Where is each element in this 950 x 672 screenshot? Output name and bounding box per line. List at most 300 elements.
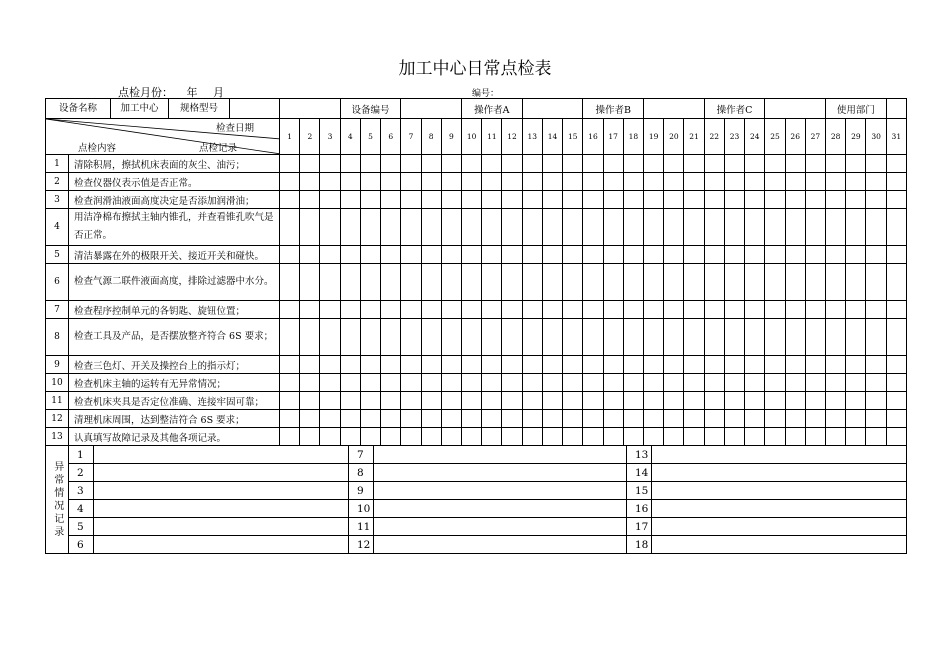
check-cell[interactable] (704, 173, 724, 191)
check-cell[interactable] (360, 173, 380, 191)
check-cell[interactable] (300, 319, 320, 356)
check-cell[interactable] (603, 392, 623, 410)
check-cell[interactable] (280, 392, 300, 410)
check-cell[interactable] (462, 374, 482, 392)
check-cell[interactable] (320, 209, 340, 246)
check-cell[interactable] (826, 374, 846, 392)
check-cell[interactable] (623, 246, 643, 264)
check-cell[interactable] (886, 392, 906, 410)
check-cell[interactable] (583, 410, 603, 428)
check-cell[interactable] (644, 374, 664, 392)
check-cell[interactable] (542, 319, 562, 356)
check-cell[interactable] (826, 246, 846, 264)
check-cell[interactable] (724, 319, 744, 356)
check-cell[interactable] (563, 155, 583, 173)
check-cell[interactable] (846, 246, 866, 264)
check-cell[interactable] (563, 410, 583, 428)
check-cell[interactable] (765, 392, 785, 410)
check-cell[interactable] (644, 246, 664, 264)
check-cell[interactable] (502, 264, 522, 301)
check-cell[interactable] (603, 428, 623, 446)
check-cell[interactable] (401, 356, 421, 374)
check-cell[interactable] (482, 246, 502, 264)
check-cell[interactable] (704, 209, 724, 246)
check-cell[interactable] (704, 155, 724, 173)
check-cell[interactable] (300, 428, 320, 446)
check-cell[interactable] (401, 173, 421, 191)
check-cell[interactable] (765, 428, 785, 446)
check-cell[interactable] (421, 301, 441, 319)
check-cell[interactable] (623, 319, 643, 356)
check-cell[interactable] (542, 246, 562, 264)
check-cell[interactable] (866, 428, 886, 446)
check-cell[interactable] (482, 264, 502, 301)
check-cell[interactable] (664, 374, 684, 392)
check-cell[interactable] (300, 301, 320, 319)
check-cell[interactable] (603, 246, 623, 264)
operator-b-value[interactable] (644, 99, 705, 119)
check-cell[interactable] (401, 264, 421, 301)
check-cell[interactable] (563, 209, 583, 246)
check-cell[interactable] (502, 209, 522, 246)
check-cell[interactable] (462, 410, 482, 428)
check-cell[interactable] (502, 173, 522, 191)
check-cell[interactable] (542, 374, 562, 392)
check-cell[interactable] (704, 392, 724, 410)
abnormal-entry[interactable] (94, 536, 349, 554)
check-cell[interactable] (623, 374, 643, 392)
check-cell[interactable] (360, 209, 380, 246)
check-cell[interactable] (846, 392, 866, 410)
check-cell[interactable] (623, 191, 643, 209)
check-cell[interactable] (583, 155, 603, 173)
check-cell[interactable] (360, 428, 380, 446)
check-cell[interactable] (300, 392, 320, 410)
abnormal-entry[interactable] (94, 446, 349, 464)
check-cell[interactable] (583, 428, 603, 446)
check-cell[interactable] (785, 264, 805, 301)
check-cell[interactable] (300, 374, 320, 392)
check-cell[interactable] (623, 209, 643, 246)
check-cell[interactable] (522, 155, 542, 173)
check-cell[interactable] (401, 392, 421, 410)
check-cell[interactable] (583, 374, 603, 392)
check-cell[interactable] (664, 264, 684, 301)
abnormal-entry[interactable] (94, 518, 349, 536)
check-cell[interactable] (563, 428, 583, 446)
check-cell[interactable] (381, 209, 401, 246)
abnormal-entry[interactable] (94, 482, 349, 500)
check-cell[interactable] (563, 392, 583, 410)
check-cell[interactable] (826, 356, 846, 374)
check-cell[interactable] (421, 264, 441, 301)
check-cell[interactable] (644, 264, 664, 301)
abnormal-entry[interactable] (374, 500, 627, 518)
check-cell[interactable] (603, 264, 623, 301)
operator-a-value[interactable] (522, 99, 583, 119)
abnormal-entry[interactable] (652, 464, 907, 482)
check-cell[interactable] (482, 319, 502, 356)
check-cell[interactable] (724, 356, 744, 374)
check-cell[interactable] (745, 356, 765, 374)
check-cell[interactable] (684, 356, 704, 374)
check-cell[interactable] (684, 374, 704, 392)
check-cell[interactable] (805, 173, 825, 191)
check-cell[interactable] (401, 319, 421, 356)
check-cell[interactable] (603, 191, 623, 209)
check-cell[interactable] (381, 319, 401, 356)
check-cell[interactable] (300, 173, 320, 191)
check-cell[interactable] (664, 246, 684, 264)
check-cell[interactable] (340, 264, 360, 301)
check-cell[interactable] (805, 356, 825, 374)
check-cell[interactable] (502, 356, 522, 374)
check-cell[interactable] (724, 173, 744, 191)
check-cell[interactable] (805, 246, 825, 264)
check-cell[interactable] (340, 173, 360, 191)
check-cell[interactable] (542, 392, 562, 410)
check-cell[interactable] (482, 209, 502, 246)
check-cell[interactable] (704, 410, 724, 428)
check-cell[interactable] (724, 264, 744, 301)
check-cell[interactable] (381, 301, 401, 319)
check-cell[interactable] (644, 410, 664, 428)
check-cell[interactable] (826, 191, 846, 209)
check-cell[interactable] (846, 374, 866, 392)
check-cell[interactable] (603, 319, 623, 356)
check-cell[interactable] (745, 173, 765, 191)
check-cell[interactable] (886, 173, 906, 191)
check-cell[interactable] (866, 374, 886, 392)
check-cell[interactable] (482, 155, 502, 173)
check-cell[interactable] (441, 264, 461, 301)
check-cell[interactable] (644, 191, 664, 209)
check-cell[interactable] (603, 301, 623, 319)
abnormal-entry[interactable] (652, 536, 907, 554)
check-cell[interactable] (522, 209, 542, 246)
check-cell[interactable] (765, 155, 785, 173)
check-cell[interactable] (866, 191, 886, 209)
check-cell[interactable] (704, 319, 724, 356)
check-cell[interactable] (542, 209, 562, 246)
check-cell[interactable] (765, 209, 785, 246)
check-cell[interactable] (542, 301, 562, 319)
check-cell[interactable] (826, 392, 846, 410)
check-cell[interactable] (300, 191, 320, 209)
check-cell[interactable] (360, 155, 380, 173)
check-cell[interactable] (280, 264, 300, 301)
check-cell[interactable] (421, 155, 441, 173)
check-cell[interactable] (826, 264, 846, 301)
check-cell[interactable] (805, 410, 825, 428)
check-cell[interactable] (724, 374, 744, 392)
check-cell[interactable] (360, 191, 380, 209)
check-cell[interactable] (805, 428, 825, 446)
check-cell[interactable] (462, 155, 482, 173)
check-cell[interactable] (866, 246, 886, 264)
check-cell[interactable] (866, 173, 886, 191)
abnormal-entry[interactable] (652, 500, 907, 518)
check-cell[interactable] (320, 410, 340, 428)
check-cell[interactable] (745, 155, 765, 173)
check-cell[interactable] (421, 246, 441, 264)
check-cell[interactable] (846, 173, 866, 191)
check-cell[interactable] (765, 319, 785, 356)
check-cell[interactable] (886, 155, 906, 173)
check-cell[interactable] (583, 173, 603, 191)
check-cell[interactable] (401, 301, 421, 319)
check-cell[interactable] (542, 264, 562, 301)
check-cell[interactable] (785, 209, 805, 246)
check-cell[interactable] (684, 428, 704, 446)
check-cell[interactable] (462, 191, 482, 209)
check-cell[interactable] (745, 209, 765, 246)
check-cell[interactable] (300, 356, 320, 374)
check-cell[interactable] (360, 246, 380, 264)
check-cell[interactable] (623, 173, 643, 191)
check-cell[interactable] (724, 191, 744, 209)
check-cell[interactable] (745, 410, 765, 428)
check-cell[interactable] (886, 301, 906, 319)
check-cell[interactable] (340, 319, 360, 356)
check-cell[interactable] (300, 410, 320, 428)
check-cell[interactable] (441, 356, 461, 374)
check-cell[interactable] (603, 410, 623, 428)
check-cell[interactable] (886, 209, 906, 246)
check-cell[interactable] (401, 209, 421, 246)
check-cell[interactable] (522, 191, 542, 209)
check-cell[interactable] (886, 191, 906, 209)
check-cell[interactable] (401, 410, 421, 428)
check-cell[interactable] (805, 155, 825, 173)
check-cell[interactable] (360, 264, 380, 301)
check-cell[interactable] (846, 428, 866, 446)
abnormal-entry[interactable] (374, 482, 627, 500)
check-cell[interactable] (280, 428, 300, 446)
check-cell[interactable] (684, 392, 704, 410)
check-cell[interactable] (603, 356, 623, 374)
check-cell[interactable] (401, 374, 421, 392)
check-cell[interactable] (664, 191, 684, 209)
check-cell[interactable] (846, 264, 866, 301)
check-cell[interactable] (846, 209, 866, 246)
check-cell[interactable] (502, 319, 522, 356)
check-cell[interactable] (704, 264, 724, 301)
check-cell[interactable] (704, 191, 724, 209)
check-cell[interactable] (805, 392, 825, 410)
check-cell[interactable] (340, 155, 360, 173)
abnormal-entry[interactable] (374, 536, 627, 554)
check-cell[interactable] (502, 301, 522, 319)
check-cell[interactable] (805, 301, 825, 319)
model-blank[interactable] (280, 99, 341, 119)
check-cell[interactable] (805, 374, 825, 392)
check-cell[interactable] (866, 301, 886, 319)
check-cell[interactable] (542, 410, 562, 428)
check-cell[interactable] (866, 392, 886, 410)
check-cell[interactable] (280, 301, 300, 319)
check-cell[interactable] (785, 428, 805, 446)
abnormal-entry[interactable] (652, 482, 907, 500)
check-cell[interactable] (664, 209, 684, 246)
check-cell[interactable] (340, 374, 360, 392)
check-cell[interactable] (664, 155, 684, 173)
check-cell[interactable] (381, 264, 401, 301)
check-cell[interactable] (502, 392, 522, 410)
check-cell[interactable] (684, 410, 704, 428)
check-cell[interactable] (280, 319, 300, 356)
abnormal-entry[interactable] (94, 500, 349, 518)
check-cell[interactable] (563, 319, 583, 356)
check-cell[interactable] (846, 301, 866, 319)
check-cell[interactable] (401, 428, 421, 446)
check-cell[interactable] (684, 173, 704, 191)
check-cell[interactable] (805, 209, 825, 246)
check-cell[interactable] (886, 374, 906, 392)
check-cell[interactable] (664, 301, 684, 319)
check-cell[interactable] (502, 428, 522, 446)
check-cell[interactable] (765, 173, 785, 191)
check-cell[interactable] (765, 191, 785, 209)
check-cell[interactable] (280, 410, 300, 428)
check-cell[interactable] (462, 319, 482, 356)
check-cell[interactable] (704, 428, 724, 446)
check-cell[interactable] (441, 173, 461, 191)
check-cell[interactable] (846, 319, 866, 356)
check-cell[interactable] (623, 356, 643, 374)
check-cell[interactable] (704, 374, 724, 392)
check-cell[interactable] (724, 410, 744, 428)
check-cell[interactable] (724, 428, 744, 446)
check-cell[interactable] (280, 374, 300, 392)
check-cell[interactable] (340, 428, 360, 446)
check-cell[interactable] (441, 301, 461, 319)
check-cell[interactable] (866, 410, 886, 428)
check-cell[interactable] (320, 246, 340, 264)
check-cell[interactable] (320, 428, 340, 446)
check-cell[interactable] (360, 301, 380, 319)
check-cell[interactable] (583, 319, 603, 356)
check-cell[interactable] (866, 209, 886, 246)
check-cell[interactable] (340, 246, 360, 264)
check-cell[interactable] (280, 173, 300, 191)
check-cell[interactable] (704, 301, 724, 319)
check-cell[interactable] (522, 246, 542, 264)
check-cell[interactable] (826, 301, 846, 319)
check-cell[interactable] (522, 392, 542, 410)
check-cell[interactable] (745, 319, 765, 356)
check-cell[interactable] (886, 410, 906, 428)
check-cell[interactable] (684, 191, 704, 209)
check-cell[interactable] (381, 155, 401, 173)
check-cell[interactable] (664, 410, 684, 428)
check-cell[interactable] (826, 410, 846, 428)
check-cell[interactable] (745, 301, 765, 319)
check-cell[interactable] (320, 301, 340, 319)
check-cell[interactable] (360, 374, 380, 392)
check-cell[interactable] (886, 428, 906, 446)
check-cell[interactable] (826, 209, 846, 246)
check-cell[interactable] (542, 155, 562, 173)
check-cell[interactable] (785, 191, 805, 209)
check-cell[interactable] (502, 191, 522, 209)
check-cell[interactable] (421, 356, 441, 374)
check-cell[interactable] (320, 264, 340, 301)
check-cell[interactable] (644, 209, 664, 246)
check-cell[interactable] (785, 410, 805, 428)
check-cell[interactable] (644, 319, 664, 356)
check-cell[interactable] (563, 264, 583, 301)
check-cell[interactable] (563, 191, 583, 209)
check-cell[interactable] (644, 301, 664, 319)
check-cell[interactable] (765, 410, 785, 428)
check-cell[interactable] (441, 410, 461, 428)
check-cell[interactable] (563, 356, 583, 374)
check-cell[interactable] (482, 392, 502, 410)
check-cell[interactable] (826, 319, 846, 356)
check-cell[interactable] (502, 246, 522, 264)
check-cell[interactable] (563, 374, 583, 392)
check-cell[interactable] (462, 428, 482, 446)
check-cell[interactable] (785, 319, 805, 356)
check-cell[interactable] (583, 392, 603, 410)
check-cell[interactable] (765, 356, 785, 374)
check-cell[interactable] (522, 173, 542, 191)
check-cell[interactable] (441, 209, 461, 246)
equip-no-value[interactable] (401, 99, 462, 119)
check-cell[interactable] (623, 264, 643, 301)
check-cell[interactable] (542, 173, 562, 191)
check-cell[interactable] (603, 155, 623, 173)
check-cell[interactable] (644, 392, 664, 410)
check-cell[interactable] (502, 410, 522, 428)
check-cell[interactable] (644, 356, 664, 374)
check-cell[interactable] (664, 428, 684, 446)
abnormal-entry[interactable] (652, 518, 907, 536)
check-cell[interactable] (381, 356, 401, 374)
check-cell[interactable] (421, 410, 441, 428)
check-cell[interactable] (381, 428, 401, 446)
check-cell[interactable] (684, 209, 704, 246)
check-cell[interactable] (583, 356, 603, 374)
check-cell[interactable] (462, 356, 482, 374)
check-cell[interactable] (765, 246, 785, 264)
check-cell[interactable] (522, 301, 542, 319)
check-cell[interactable] (704, 356, 724, 374)
check-cell[interactable] (704, 246, 724, 264)
check-cell[interactable] (482, 173, 502, 191)
check-cell[interactable] (441, 392, 461, 410)
check-cell[interactable] (846, 155, 866, 173)
check-cell[interactable] (280, 191, 300, 209)
check-cell[interactable] (583, 209, 603, 246)
check-cell[interactable] (583, 264, 603, 301)
check-cell[interactable] (623, 155, 643, 173)
check-cell[interactable] (462, 301, 482, 319)
check-cell[interactable] (401, 246, 421, 264)
check-cell[interactable] (401, 155, 421, 173)
check-cell[interactable] (623, 410, 643, 428)
check-cell[interactable] (785, 155, 805, 173)
check-cell[interactable] (522, 264, 542, 301)
check-cell[interactable] (542, 191, 562, 209)
check-cell[interactable] (441, 374, 461, 392)
check-cell[interactable] (421, 392, 441, 410)
check-cell[interactable] (320, 173, 340, 191)
check-cell[interactable] (482, 191, 502, 209)
abnormal-entry[interactable] (94, 464, 349, 482)
check-cell[interactable] (664, 356, 684, 374)
